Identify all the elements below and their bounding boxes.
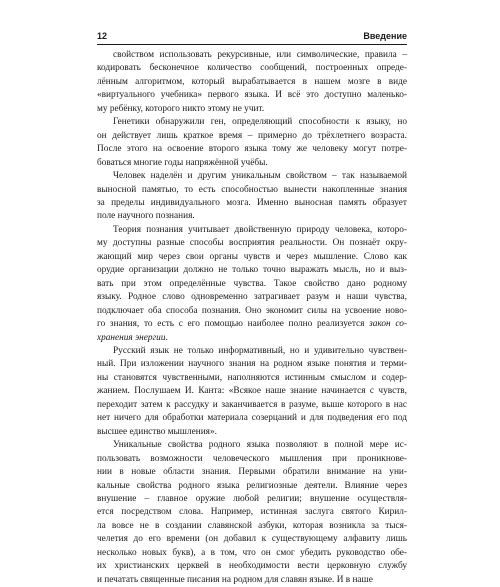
text-line: свойством использовать рекурсивные, или символические, правила – [113, 50, 407, 60]
text-line: кальные свойства родного языка религиозные деятели. Влияние через [97, 480, 407, 491]
page-number: 12 [97, 31, 108, 41]
text-line: лённым алгоритмом, который вырабатывается в нашем мозге в виде [97, 76, 407, 87]
text-line: выносной памятью, то есть способностью вынести накопленные знания [97, 184, 407, 195]
text-line: поле научного познания. [97, 211, 195, 222]
text-line: челетия до его времени (он добавил к существующему алфавиту лишь [97, 534, 407, 545]
text-line: го знания, то есть с его помощью наиболее полно реализуется закон со- [97, 319, 407, 330]
text-line: ется посредством слова. Например, истинная заслуга святого Кирил- [97, 507, 407, 518]
running-header [97, 30, 407, 46]
section-title: Введение [363, 31, 407, 41]
paragraph [97, 49, 407, 116]
text-line: хранения энергии. [97, 332, 168, 343]
text-line: кодировать бесконечное количество сообщений, построенных опреде- [97, 63, 407, 74]
text-line: Уникальные свойства родного языка позволяют в полной мере ис- [113, 440, 407, 451]
text-line: высшее единство мышления». [97, 426, 217, 437]
paragraph [97, 439, 407, 587]
text-line: нет ничего для обработки материала созерцаний и для подведения его под [97, 413, 407, 424]
body-text [97, 49, 407, 587]
text-line: жающий мир через свои органы чувств и через мышление. Слово как [97, 251, 407, 262]
text-line: нии в новые области знания. Первыми обратили внимание на уни- [97, 467, 407, 478]
text-line: боваться многие годы напряжённой учёбы. [97, 157, 268, 168]
text-line: и печатать священные писания на родном для славян языке. И в наше [97, 574, 373, 585]
paragraph [97, 116, 407, 170]
text-line: му ребёнку, которого никто этому не учит. [97, 103, 265, 114]
text-line: Человек наделён и другим уникальным свойством – так называемой [113, 171, 407, 182]
text-line: Русский язык не только информативный, но и удивительно чувствен- [113, 345, 407, 356]
text-line: Генетики обнаружили ген, определяющий способности к языку, но [113, 117, 407, 128]
text-line: пользовать возможности человеческого мышления при проникнове- [97, 453, 407, 464]
text-line: орудие организации должно не только точно выражать мысль, но и выз- [97, 265, 407, 276]
text-line: му доступны разные способы восприятия реальности. Он познаёт окру- [97, 238, 407, 249]
paragraph [97, 170, 407, 224]
text-line: за пределы индивидуального мозга. Именно выносная память образует [97, 197, 407, 208]
text-line: вать при этом определённые чувства. Такое свойство дано родному [97, 278, 407, 289]
header-rule [97, 44, 407, 45]
text-line: языку. Родное слово одновременно затрагивает разум и наши чувства, [97, 292, 407, 303]
text-line: переходит затем к рассудку и заканчивается в разуме, выше которого в нас [97, 399, 407, 410]
text-line: он действует лишь краткое время – примерно до трёхлетнего возраста. [97, 130, 407, 141]
text-line: ный. При изложении научного знания на родном языке понятия и терми- [97, 359, 407, 370]
paragraph [97, 345, 407, 439]
text-line: ла вовсе не в создании славянской азбуки, которая возникла за тыся- [97, 520, 407, 531]
text-line: внушение – главное оружие любой религии; внушение осуществля- [97, 493, 407, 504]
text-line: жанием. Послушаем И. Канта: «Всякое наше знание начинается с чувств, [97, 386, 407, 397]
text-line: несколько новых букв), а в том, что он смог убедить руководство обе- [97, 547, 407, 558]
paragraph [97, 224, 407, 345]
text-line: После этого на освоение второго языка тому же человеку могут потре- [97, 144, 407, 155]
text-line: их христианских церквей в необходимости вести церковную службу [97, 561, 407, 572]
text-line: Теория познания учитывает двойственную природу человека, которо- [113, 224, 407, 235]
text-line: ны становятся чувственными, наполняются истинным смыслом и содер- [97, 372, 407, 383]
text-line: подключает оба способа познания. Оно экономит силы на усвоение ново- [97, 305, 407, 316]
text-line: «виртуального учебника» первого языка. И всё это доступно маленько- [97, 90, 407, 101]
